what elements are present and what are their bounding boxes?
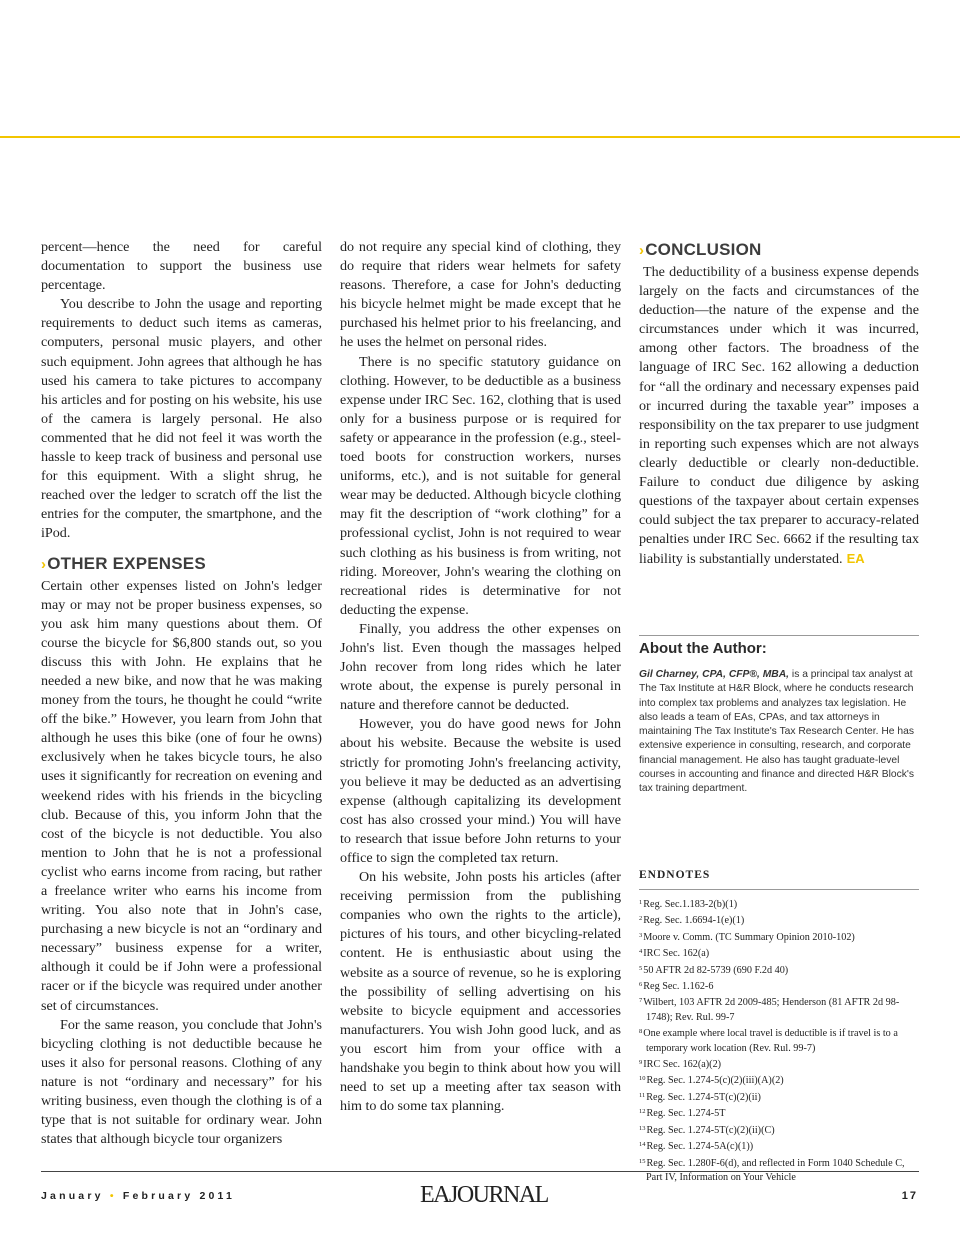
endnote-item: $^3$Moore v. Comm. (TC Summary Opinion 2010-102) <box>639 931 855 943</box>
top-accent-rule <box>0 136 960 138</box>
paragraph: do not require any special kind of clothing, they do require that riders wear helmets for safety reasons. Therefore, a case for John's deducting his bicycle helmet might be made except that he purchased his helmet prior to his freelancing, and he uses the helmet on personal rides. <box>340 239 621 351</box>
ea-journal-logo: EAJOURNAL <box>420 1182 548 1208</box>
paragraph: You describe to John the usage and reporting requirements to deduct such items as cameras, computers, personal music players, and other such equipment. John agrees that although he has used his camera to take pictures to accompany his articles and for posting on his website, his use of the camera is largely personal. He also commented that he did not feel it was worth the hassle to keep track of business and personal use for this equipment. With a slight shrug, he reached over the ledger to scratch off the list the entries for the computer, the smartphone, and the iPod. <box>41 296 322 542</box>
paragraph: percent—hence the need for careful documentation to support the business use percentage. <box>41 239 322 294</box>
endnote-item: $^{15}$Reg. Sec. 1.280F-6(d), and reflected in Form 1040 Schedule C, Part IV, Information on Your Vehicle <box>639 1157 905 1183</box>
ea-end-mark: EA <box>846 551 865 567</box>
page-number: 17 <box>901 1190 918 1202</box>
endnote-item: $^7$Wilbert, 103 AFTR 2d 2009-485; Henderson (81 AFTR 2d 98-1748); Rev. Rul. 99-7 <box>639 997 900 1023</box>
endnote-item: $^{12}$Reg. Sec. 1.274-5T <box>639 1108 726 1120</box>
endnotes-list <box>639 896 919 1185</box>
column-2 <box>340 238 621 1116</box>
endnote-item: $^{11}$Reg. Sec. 1.274-5T(c)(2)(ii) <box>639 1091 761 1103</box>
chevron-icon: › <box>639 242 645 259</box>
paragraph: Finally, you address the other expenses on John's list. Even though the massages helped John recover from long rides which he later wrote about, the expense is purely personal in nature and therefore cannot be deducted. <box>340 620 621 714</box>
endnote-item: $^6$Reg Sec. 1.162-6 <box>639 981 714 993</box>
endnote-item: $^{14}$Reg. Sec. 1.274-5A(c)(1)) <box>639 1141 754 1153</box>
paragraph: The deductibility of a business expense depends largely on the facts and circumstances of the deduction—the nature of the expense and the circumstances under which it was incurred, among other factors. The broadness of the language of IRC Sec. 162 allowing a deduction for “all the ordinary and necessary expenses paid or incurred during the taxable year” imposes a responsibility on the tax preparer to use judgment in reporting such expenses which are not always clearly deductible or clearly non-deductible. Failure to conduct due diligence by asking questions of the taxpayer about certain expenses could subject the tax preparer to accuracy-related penalties under IRC Sec. 6662 if the resulting tax liability is substantially understated. EA <box>639 264 919 568</box>
footer-rule <box>41 1171 919 1172</box>
heading-other-expenses: ›OTHER EXPENSES <box>41 553 206 573</box>
footer-issue-date: January • February 2011 <box>41 1190 236 1202</box>
paragraph: There is no specific statutory guidance on clothing. However, to be deductible as a business expense under IRC Sec. 162, clothing that is used only for a business purpose or is required for safety or appearance in the profession (e.g., steel-toed boots for construction workers, nurses uniforms, etc.), and is not suitable for general wear may be deducted. Although bicycle clothing may fit the description of “work clothing” for a professional cyclist, John is not required to wear such clothing as his business is from writing, not riding. Moreover, John's wearing the clothing on recreational rides is determinative for not deducting the expense. <box>340 353 621 618</box>
endnote-item: $^4$IRC Sec. 162(a) <box>639 948 710 960</box>
about-rule <box>639 635 919 636</box>
endnote-item: $^{10}$Reg. Sec. 1.274-5(c)(2)(iii)(A)(2) <box>639 1075 784 1087</box>
column-1 <box>41 238 322 1149</box>
paragraph: On his website, John posts his articles (after receiving permission from the publishing companies who own the rights to the article), pictures of his tours, and other bicycling-related content. He is enthusiastic about using the website as a source of revenue, so he is exploring the possibility of selling advertising on his website to bicycle equipment and accessories manufacturers. You wish John good luck, and as you escort him from your office with a handshake you begin to think about how you will need to set up a meeting after tax season with him to do some tax planning. <box>340 869 621 1115</box>
endnote-item: $^8$One example where local travel is deductible is if travel is to a temporary work location (Rev. Rul. 99-7) <box>639 1028 898 1054</box>
endnote-item: $^5$50 AFTR 2d 82-5739 (690 F.2d 40) <box>639 964 789 976</box>
paragraph: For the same reason, you conclude that John's bicycling clothing is not deductible because he uses it also for personal reasons. Clothing of any nature is not “ordinary and necessary” for his writing business, even though the clothing is of a type that is not suitable for ordinary wear. John states that although bicycle tour organizers <box>41 1016 322 1148</box>
column-3 <box>639 238 919 570</box>
endnotes-rule <box>639 889 919 890</box>
paragraph: However, you do have good news for John about his website. Because the website is used strictly for promoting John's freelancing activity, you believe it may be deducted as an advertising expense (although capitalizing its development cost has also crossed your mind.) You will have to research that issue before John returns to your office to sign the completed tax return. <box>340 716 621 866</box>
about-author-title: About the Author: <box>639 640 767 657</box>
endnotes-title: ENDNOTES <box>639 869 711 881</box>
about-author-bio: Gil Charney, CPA, CFP®, MBA, is a principal tax analyst at The Tax Institute at H&R Block, where he conducts research into complex tax problems and analyzes tax legislation. He also leads a team of EAs, CPAs, and tax attorneys in maintaining The Tax Institute's Tax Research Center. He has extensive experience in consulting, research, and corporate financial management. He also has taught graduate-level courses in accounting and finance and directed H&R Block's tax training department. <box>639 669 914 795</box>
heading-conclusion: ›CONCLUSION <box>639 240 762 259</box>
endnote-item: $^1$Reg. Sec.1.183-2(b)(1) <box>639 899 738 910</box>
chevron-icon: › <box>41 555 47 573</box>
endnote-item: $^2$Reg. Sec. 1.6694-1(e)(1) <box>639 915 745 927</box>
paragraph: Certain other expenses listed on John's ledger may or may not be proper business expenses, so you ask him many questions about them. Of course the bicycle for $6,800 stands out, so you discuss this with John. He explains that he needed a new bike, and now that he was making money from the tours, he thought he could “write off the bike.” However, you learn from John that although he uses this bike (one of four he owns) exclusively when he takes bicycle tours, he also uses it significantly for recreation on evening and weekend rides with his friends in the bicycling club. Because of this, you inform John that the cost of the bicycle is not deductible. You also mention to John that he is not a professional cyclist who earns income from racing, but rather a freelance writer who earns his income from writing. You also note that in John's case, purchasing a new bicycle is not an “ordinary and necessary” business expense for a writer, although it could be if John were a professional racer or if the bicycle was required under another set of circumstances. <box>41 577 322 1014</box>
endnote-item: $^9$IRC Sec. 162(a)(2) <box>639 1059 722 1071</box>
endnote-item: $^{13}$Reg. Sec. 1.274-5T(c)(2)(ii)(C) <box>639 1124 775 1136</box>
author-name: Gil Charney, CPA, CFP®, MBA, <box>639 669 790 680</box>
